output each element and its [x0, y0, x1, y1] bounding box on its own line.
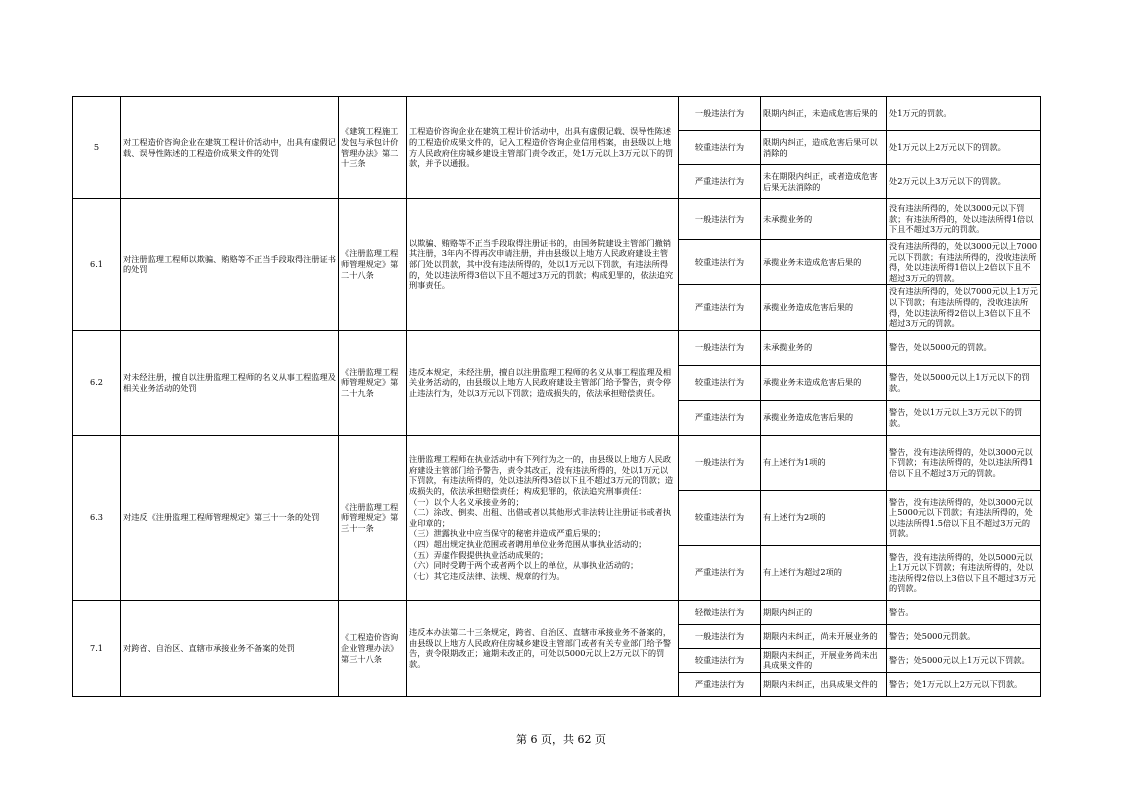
basis-line: （四）超出规定执业范围或者聘用单位业务范围从事执业活动的；: [409, 538, 647, 549]
basis-line: （五）弄虚作假提供执业活动成果的；: [409, 549, 549, 560]
basis-line: （六）同时受聘于两个或者两个以上的单位，从事执业活动的；: [409, 560, 639, 571]
violation-situation: 承揽业务造成危害后果的: [761, 400, 887, 435]
penalty-standard: 处2万元以上3万元以下的罚款。: [887, 165, 1041, 199]
violation-situation: 有上述行为2项的: [761, 490, 887, 545]
basis-line: 违反本规定，未经注册，擅自以注册监理工程师的名义从事工程监理及相关业务活动的，由县级以上地方人民政府建设主管部门给予警告，责令停止违法行为，处以3万元以下罚款；造成损失的，依法承担赔偿责任。: [409, 366, 672, 399]
violation-level: 严重违法行为: [679, 400, 761, 435]
penalty-standard: 警告，处以5000元以上1万元以下的罚款。: [887, 365, 1041, 400]
violation-level: 一般违法行为: [679, 624, 761, 648]
penalty-standard: 警告。: [887, 600, 1041, 624]
legal-article: 《工程造价咨询企业管理办法》第三十八条: [339, 600, 407, 696]
violation-item: 对违反《注册监理工程师管理规定》第三十一条的处罚: [121, 435, 339, 600]
violation-situation: 限期内纠正，造成危害后果可以消除的: [761, 131, 887, 165]
basis-line: （三）泄露执业中应当保守的秘密并造成严重后果的；: [409, 528, 606, 539]
legal-basis-text: [407, 97, 679, 199]
violation-level: 较重违法行为: [679, 131, 761, 165]
item-number: 6.1: [73, 199, 121, 331]
table-row: [73, 600, 1041, 624]
penalty-standard: 警告；处5000元以上1万元以下罚款。: [887, 648, 1041, 672]
basis-line: 注册监理工程师在执业活动中有下列行为之一的，由县级以上地方人民政府建设主管部门给予警告，责令其改正，没有违法所得的，处以1万元以下罚款，有违法所得的，处以违法所得3倍以下且不超过3万元的罚款；造成损失的，依法承担赔偿责任；构成犯罪的，依法追究刑事责任：: [409, 454, 674, 496]
penalty-standard: 警告，没有违法所得的，处以5000元以上1万元以下罚款；有违法所得的，处以违法所得2倍以上3倍以下且不超过3万元的罚款。: [887, 545, 1041, 600]
legal-basis-text: [407, 600, 679, 696]
penalty-standards-table: [72, 96, 1041, 697]
legal-basis-text: [407, 435, 679, 600]
basis-line: （二）涂改、倒卖、出租、出借或者以其他形式非法转让注册证书或者执业印章的；: [409, 507, 672, 528]
violation-level: 严重违法行为: [679, 285, 761, 330]
violation-situation: 承揽业务未造成危害后果的: [761, 240, 887, 285]
penalty-standard: 警告，处以5000元的罚款。: [887, 330, 1041, 365]
legal-article: 《注册监理工程师管理规定》第二十九条: [339, 330, 407, 435]
basis-line: （七）其它违反法律、法规、规章的行为。: [409, 570, 565, 581]
violation-level: 一般违法行为: [679, 199, 761, 240]
basis-line: （一）以个人名义承接业务的；: [409, 496, 524, 507]
legal-article: 《注册监理工程师管理规定》第二十八条: [339, 199, 407, 331]
violation-situation: 承揽业务造成危害后果的: [761, 285, 887, 330]
violation-level: 一般违法行为: [679, 97, 761, 131]
violation-level: 较重违法行为: [679, 490, 761, 545]
legal-basis-text: [407, 199, 679, 331]
legal-article: 《注册监理工程师管理规定》第三十一条: [339, 435, 407, 600]
table-row: [73, 435, 1041, 490]
violation-situation: 期限内未纠正，出具成果文件的: [761, 672, 887, 696]
violation-situation: 限期内纠正，未造成危害后果的: [761, 97, 887, 131]
legal-article: 《建筑工程施工发包与承包计价管理办法》第二十三条: [339, 97, 407, 199]
legal-basis-text: [407, 330, 679, 435]
violation-level: 一般违法行为: [679, 435, 761, 490]
violation-level: 严重违法行为: [679, 165, 761, 199]
penalty-standard: 警告，没有违法所得的，处以3000元以下罚款；有违法所得的，处以违法所得1倍以下且不超过3万元的罚款。: [887, 435, 1041, 490]
violation-level: 轻微违法行为: [679, 600, 761, 624]
penalty-standard: 没有违法所得的，处以3000元以上7000元以下罚款；有违法所得的，没收违法所得，处以违法所得1倍以上2倍以下且不超过3万元的罚款。: [887, 240, 1041, 285]
penalty-standard: 没有违法所得的，处以7000元以上1万元以下罚款；有违法所得的，没收违法所得，处以违法所得2倍以上3倍以下且不超过3万元的罚款。: [887, 285, 1041, 330]
penalty-standard: 警告；处5000元罚款。: [887, 624, 1041, 648]
page-number: 第 6 页，共 62 页: [516, 733, 606, 746]
violation-level: 一般违法行为: [679, 330, 761, 365]
table-row: [73, 97, 1041, 131]
item-number: 7.1: [73, 600, 121, 696]
violation-level: 严重违法行为: [679, 672, 761, 696]
item-number: 5: [73, 97, 121, 199]
violation-level: 较重违法行为: [679, 365, 761, 400]
violation-situation: 未承揽业务的: [761, 199, 887, 240]
violation-situation: 期限内未纠正，开展业务尚未出具成果文件的: [761, 648, 887, 672]
basis-line: 以欺骗、贿赂等不正当手段取得注册证书的，由国务院建设主管部门撤销其注册，3年内不得再次申请注册，并由县级以上地方人民政府建设主管部门处以罚款，其中没有违法所得的，处以1万元以下罚款，有违法所得的，处以违法所得3倍以下且不超过3万元的罚款；构成犯罪的，依法追究刑事责任。: [409, 237, 674, 291]
basis-line: 违反本办法第二十三条规定，跨省、自治区、直辖市承接业务不备案的，由县级以上地方人民政府住房城乡建设主管部门或者有关专业部门给予警告，责令限期改正；逾期未改正的，可处以5000元以上2万元以下的罚款。: [409, 627, 672, 669]
violation-item: 对未经注册，擅自以注册监理工程师的名义从事工程监理及相关业务活动的处罚: [121, 330, 339, 435]
basis-line: 工程造价咨询企业在建筑工程计价活动中，出具有虚假记载、误导性陈述的工程造价成果文件的，记入工程造价咨询企业信用档案，由县级以上地方人民政府住房城乡建设主管部门责令改正，处1万元以上3万元以下的罚款，并予以通报。: [409, 126, 674, 169]
violation-situation: 有上述行为1项的: [761, 435, 887, 490]
violation-level: 严重违法行为: [679, 545, 761, 600]
violation-item: 对注册监理工程师以欺骗、贿赂等不正当手段取得注册证书的处罚: [121, 199, 339, 331]
violation-level: 较重违法行为: [679, 240, 761, 285]
violation-item: 对跨省、自治区、直辖市承接业务不备案的处罚: [121, 600, 339, 696]
penalty-standard: 警告；处1万元以上2万元以下罚款。: [887, 672, 1041, 696]
violation-situation: 未在期限内纠正，或者造成危害后果无法消除的: [761, 165, 887, 199]
violation-situation: 有上述行为超过2项的: [761, 545, 887, 600]
penalty-standard: 警告，没有违法所得的，处以3000元以上5000元以下罚款；有违法所得的，处以违法所得1.5倍以下且不超过3万元的罚款。: [887, 490, 1041, 545]
violation-item: 对工程造价咨询企业在建筑工程计价活动中，出具有虚假记载、误导性陈述的工程造价成果文件的处罚: [121, 97, 339, 199]
table-row: [73, 199, 1041, 240]
violation-situation: 期限内未纠正，尚未开展业务的: [761, 624, 887, 648]
penalty-standard: 没有违法所得的，处以3000元以下罚款；有违法所得的，处以违法所得1倍以下且不超过3万元的罚款。: [887, 199, 1041, 240]
violation-situation: 未承揽业务的: [761, 330, 887, 365]
penalty-standard: 处1万元的罚款。: [887, 97, 1041, 131]
item-number: 6.3: [73, 435, 121, 600]
violation-situation: 承揽业务未造成危害后果的: [761, 365, 887, 400]
violation-situation: 期限内纠正的: [761, 600, 887, 624]
table-row: [73, 330, 1041, 365]
penalty-standard: 警告，处以1万元以上3万元以下的罚款。: [887, 400, 1041, 435]
violation-level: 较重违法行为: [679, 648, 761, 672]
item-number: 6.2: [73, 330, 121, 435]
penalty-standard: 处1万元以上2万元以下的罚款。: [887, 131, 1041, 165]
